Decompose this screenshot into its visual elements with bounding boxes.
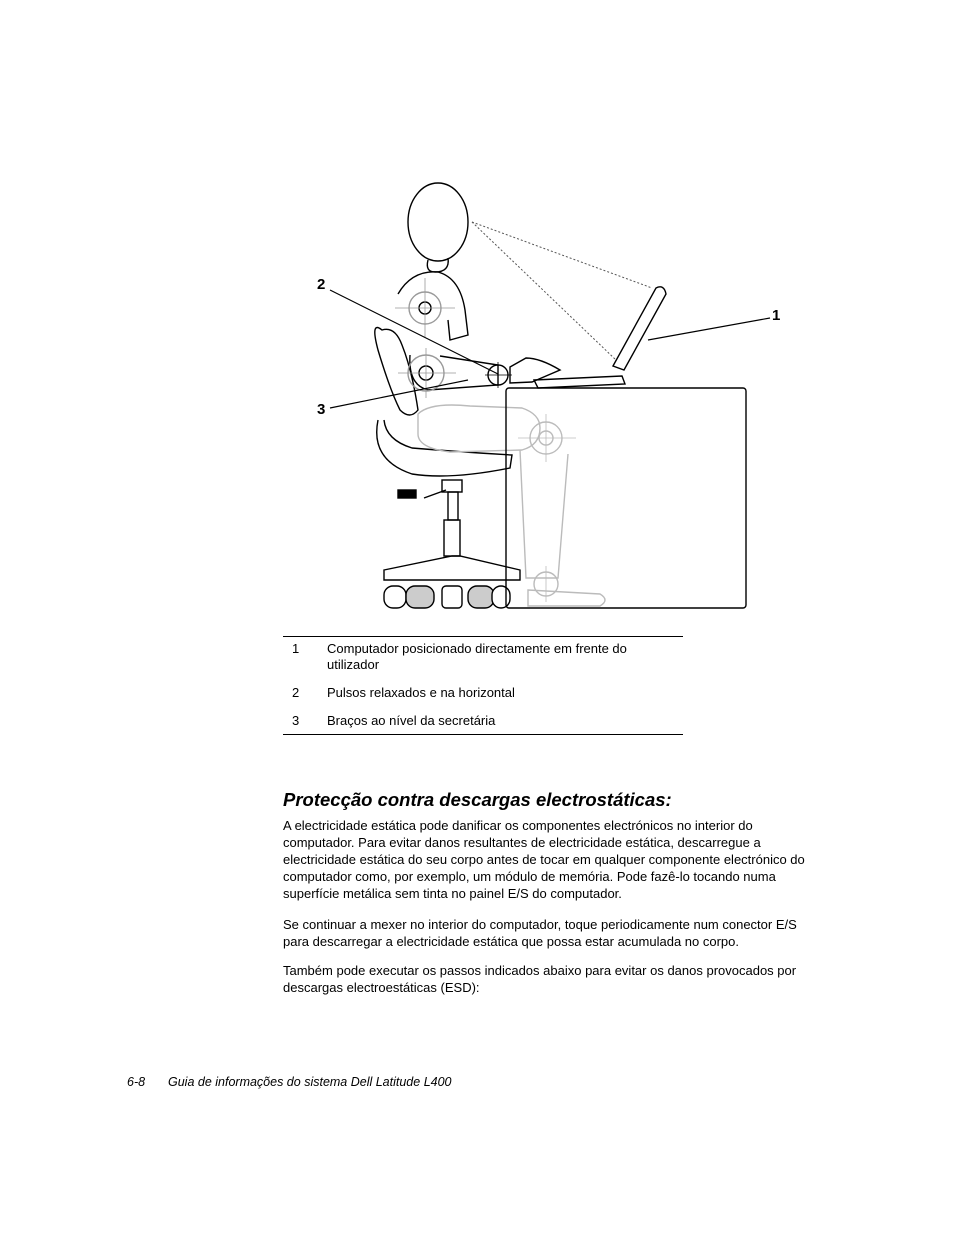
body-paragraph: Também pode executar os passos indicados abaixo para evitar os danos provocados por descargas electroestáticas (ESD):: [283, 963, 797, 995]
legend-row: [283, 685, 683, 701]
callout-3: 3: [317, 401, 326, 418]
posture-drawing: [300, 170, 820, 620]
legend-description: Braços ao nível da secretária: [327, 713, 496, 728]
legend-row: [283, 713, 683, 729]
legend-number: 2: [292, 685, 300, 700]
page-footer: [127, 1075, 452, 1089]
page-number: 6-8: [127, 1075, 146, 1089]
legend-number: 3: [292, 713, 300, 728]
ergonomic-posture-illustration: [300, 170, 820, 620]
legend-description: Computador posicionado directamente em frente do utilizador: [327, 641, 627, 672]
body-paragraph: Se continuar a mexer no interior do computador, toque periodicamente num conector E/S para descarregar a electricidade estática que possa estar acumulada no corpo.: [283, 917, 797, 949]
body-paragraph: A electricidade estática pode danificar os componentes electrónicos no interior do computador. Para evitar danos resultantes de electricidade estática, descarregue a electricidade estática do seu corpo antes de tocar em qualquer componente electrónico do computador como, por exemplo, um módulo de memória. Pode fazê-lo tocando numa superfície metálica sem tinta no painel E/S do computador.: [283, 818, 805, 901]
legend-row: [283, 641, 683, 673]
legend-number: 1: [292, 641, 300, 656]
section-heading: Protecção contra descargas electrostáticas:: [283, 789, 672, 810]
callout-1: 1: [772, 307, 781, 324]
document-title: Guia de informações do sistema Dell Latitude L400: [168, 1075, 452, 1089]
callout-2: 2: [317, 276, 326, 293]
legend-description: Pulsos relaxados e na horizontal: [327, 685, 515, 700]
figure-legend-table: [283, 636, 683, 735]
